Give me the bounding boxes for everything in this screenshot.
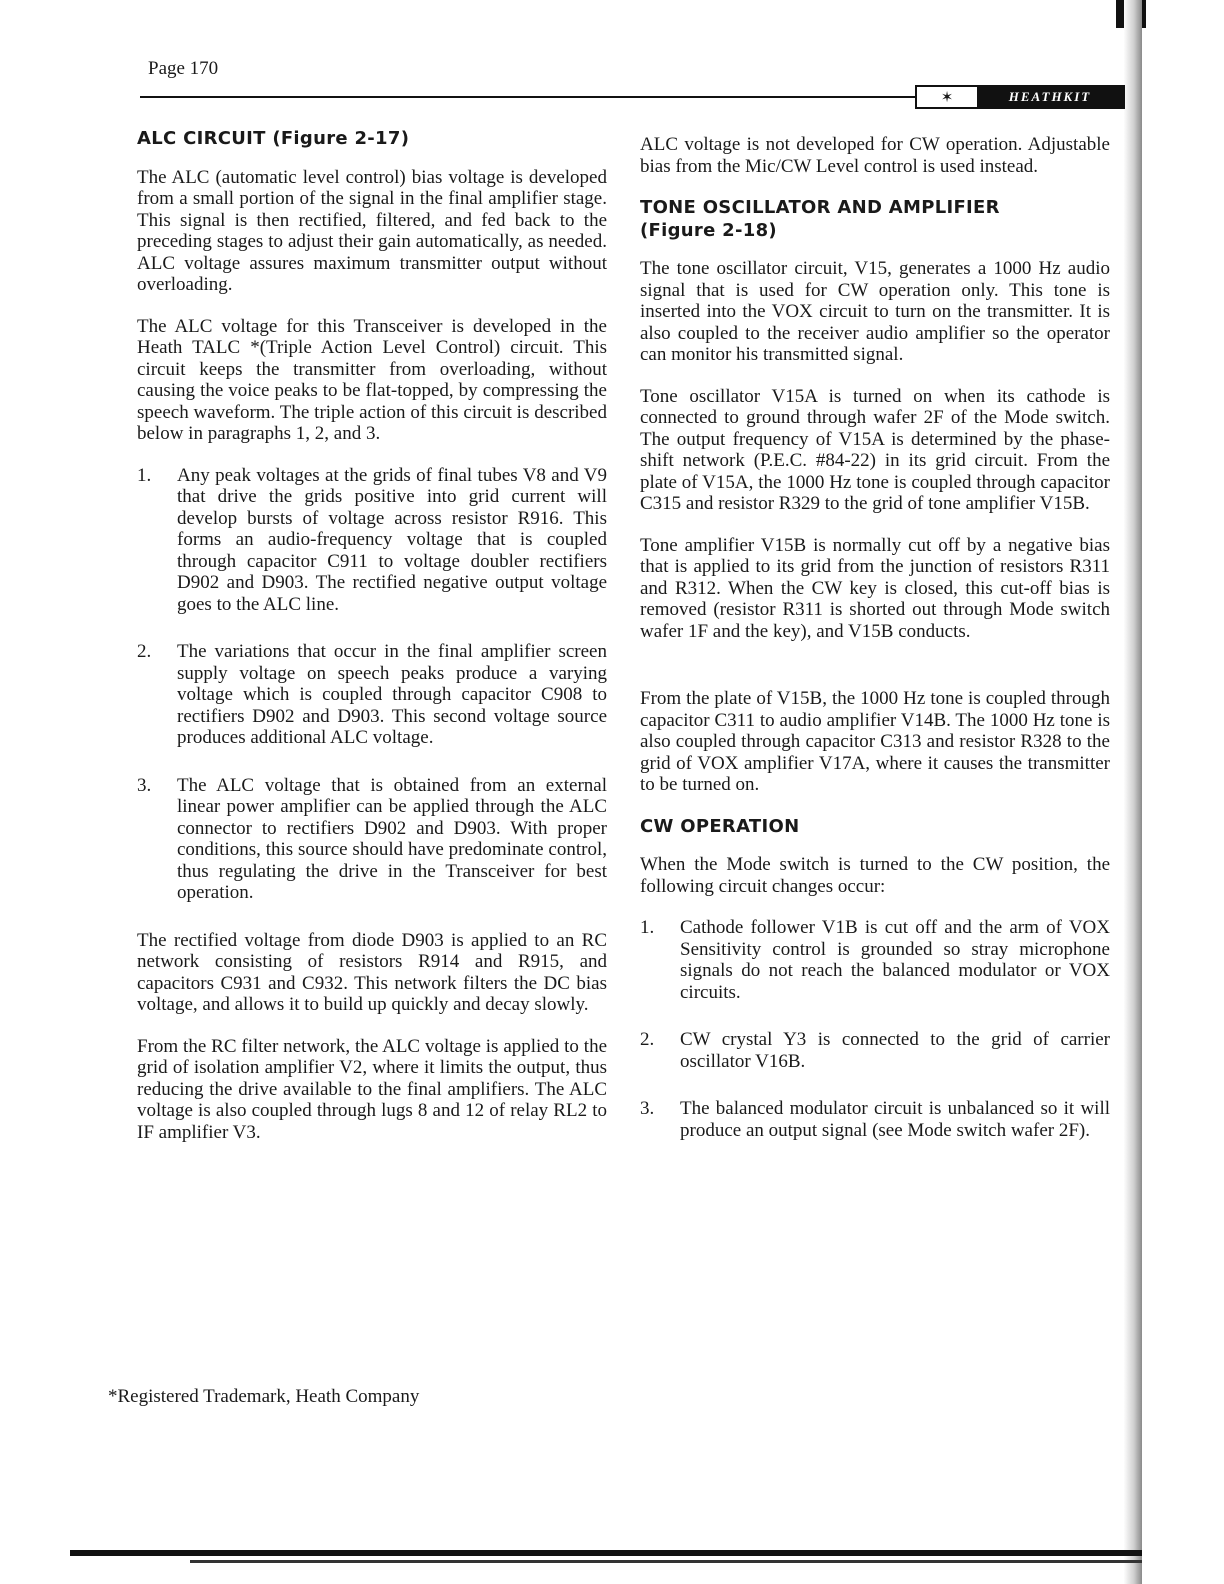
list-item-number: 2. <box>640 1029 655 1050</box>
right-column <box>640 134 1110 1167</box>
list-item-text: Any peak voltages at the grids of final tubes V8 and V9 that drive the grids positive into grid current will develop bursts of voltage across resistor R916. This forms an audio-frequency voltage that is coupled through capacitor C911 to voltage doubler rectifiers D902 and D903. The rectified negative output voltage goes to the ALC line. <box>177 464 607 615</box>
list-item-number: 3. <box>640 1098 655 1119</box>
logo-star-icon: ✶ <box>940 89 954 106</box>
bottom-edge-bar <box>70 1550 1142 1556</box>
tone-paragraph-2: Tone oscillator V15A is turned on when its cathode is connected to ground through wafer 2F of the Mode switch. The output frequency of V15A is determined by the phase-shift network (P.E.C. #84-22) in its grid circuit. From the plate of V15A, the 1000 Hz tone is coupled through capacitor C315 and resistor R329 to the grid of tone amplifier V15B. <box>640 385 1110 514</box>
heathkit-logo <box>915 85 1125 109</box>
tone-heading-line1: TONE OSCILLATOR AND AMPLIFIER <box>640 197 1000 218</box>
list-item-text: The balanced modulator circuit is unbalanced so it will produce an output signal (see Mode switch wafer 2F). <box>680 1098 1110 1141</box>
list-item <box>137 641 607 749</box>
list-item-number: 2. <box>137 641 152 662</box>
tone-paragraph-1: The tone oscillator circuit, V15, generates a 1000 Hz audio signal that is used for CW operation only. This tone is inserted into the VOX circuit to turn on the transmitter. It is also coupled to the receiver audio amplifier so the operator can monitor his transmitted signal. <box>640 258 1110 365</box>
list-item <box>640 1029 1110 1072</box>
list-item <box>640 1098 1110 1141</box>
list-item <box>137 465 607 616</box>
list-item-number: 3. <box>137 774 152 796</box>
list-item <box>640 917 1110 1003</box>
page-number: Page 170 <box>148 58 219 79</box>
cw-paragraph: When the Mode switch is turned to the CW position, the following circuit changes occur: <box>640 854 1110 897</box>
logo-text: HEATHKIT <box>977 87 1123 107</box>
list-item-text: CW crystal Y3 is connected to the grid of carrier oscillator V16B. <box>680 1029 1110 1072</box>
footnote: *Registered Trademark, Heath Company <box>108 1386 420 1407</box>
list-item-number: 1. <box>137 464 152 486</box>
tone-paragraph-3: Tone amplifier V15B is normally cut off by a negative bias that is applied to its grid from the junction of resistors R311 and R312. When the CW key is closed, this cut-off bias is removed (resistor R311 is shorted out through Mode switch wafer 1F and the key), and V15B conducts. <box>640 534 1110 642</box>
alc-paragraph-4: From the RC filter network, the ALC voltage is applied to the grid of isolation amplifier V2, where it limits the output, thus reducing the drive available to the final amplifiers. The ALC voltage is also coupled through lugs 8 and 12 of relay RL2 to IF amplifier V3. <box>137 1035 607 1143</box>
cw-list <box>640 917 1110 1141</box>
bottom-edge-line <box>190 1560 1142 1563</box>
alc-list <box>137 465 607 904</box>
list-item <box>137 775 607 904</box>
alc-paragraph-1: The ALC (automatic level control) bias voltage is developed from a small portion of the signal in the final amplifier stage. This signal is then rectified, filtered, and fed back to the preceding stages to adjust their gain automatically, as needed. ALC voltage assures maximum transmitter output without overloading. <box>137 166 607 295</box>
list-item-number: 1. <box>640 917 655 938</box>
tone-oscillator-heading <box>640 197 1110 242</box>
tone-heading-line2: (Figure 2-18) <box>640 219 777 241</box>
list-item-text: Cathode follower V1B is cut off and the arm of VOX Sensitivity control is grounded so stray microphone signals do not reach the balanced modulator or VOX circuits. <box>680 917 1110 1003</box>
alc-paragraph-3: The rectified voltage from diode D903 is applied to an RC network consisting of resistors R914 and R915, and capacitors C931 and C932. This network filters the DC bias voltage, and allows it to build up quickly and decay slowly. <box>137 929 607 1015</box>
cw-alc-note: ALC voltage is not developed for CW operation. Adjustable bias from the Mic/CW Level control is used instead. <box>640 134 1110 177</box>
list-item-text: The ALC voltage that is obtained from an external linear power amplifier can be applied through the ALC connector to rectifiers D902 and D903. With proper conditions, this source should have predominate control, thus regulating the drive in the Transceiver for best operation. <box>177 774 607 903</box>
left-column <box>137 128 607 1163</box>
alc-paragraph-2: The ALC voltage for this Transceiver is developed in the Heath TALC *(Triple Action Level Control) circuit. This circuit keeps the transmitter from overloading, without causing the voice peaks to be flat-topped, by compressing the speech waveform. The triple action of this circuit is described below in paragraphs 1, 2, and 3. <box>137 315 607 444</box>
tone-paragraph-4: From the plate of V15B, the 1000 Hz tone is coupled through capacitor C311 to audio amplifier V14B. The 1000 Hz tone is also coupled through capacitor C313 and resistor R328 to the grid of VOX amplifier V17A, where it causes the transmitter to be turned on. <box>640 688 1110 795</box>
list-item-text: The variations that occur in the final amplifier screen supply voltage on speech peaks produce a varying voltage which is coupled through capacitor C908 to rectifiers D902 and D903. This second voltage source produces additional ALC voltage. <box>177 641 607 748</box>
alc-circuit-heading: ALC CIRCUIT (Figure 2-17) <box>137 128 410 149</box>
scan-edge-shadow <box>1124 0 1142 1584</box>
cw-operation-heading: CW OPERATION <box>640 815 800 837</box>
